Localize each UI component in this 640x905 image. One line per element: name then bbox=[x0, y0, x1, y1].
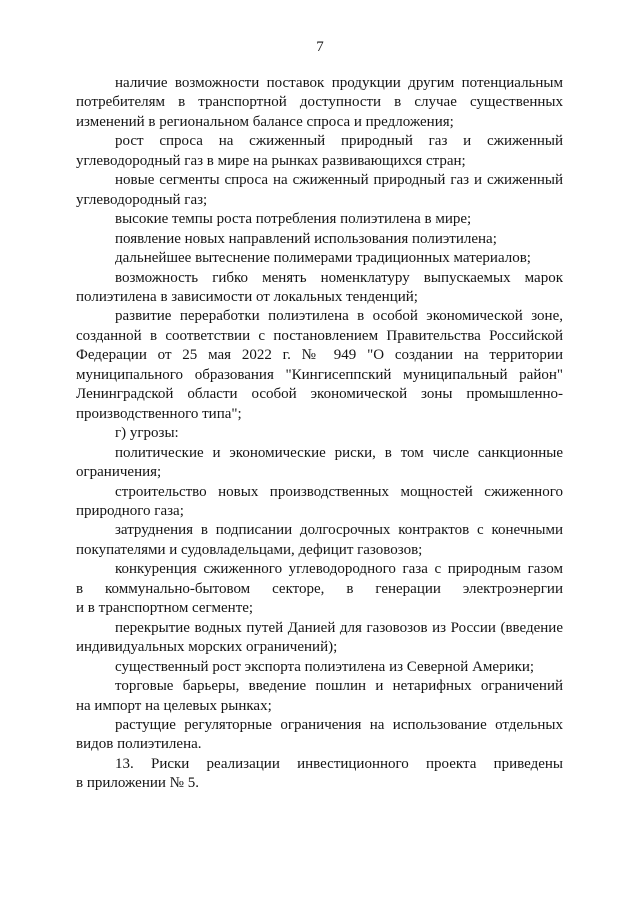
text-line: на импорт на целевых рынках; bbox=[76, 697, 272, 714]
text-line: Федерации от 25 мая 2022 г. № 949 "О создании на территории bbox=[76, 347, 563, 364]
text-line: г) угрозы: bbox=[115, 425, 179, 442]
text-line: рост спроса на сжиженный природный газ и сжиженный bbox=[115, 133, 563, 150]
document-body bbox=[76, 74, 563, 794]
text-line: видов полиэтилена. bbox=[76, 736, 202, 753]
opportunity-item bbox=[76, 74, 563, 132]
numbered-paragraph-13 bbox=[76, 755, 563, 794]
threat-item bbox=[76, 619, 563, 658]
opportunity-item bbox=[76, 307, 563, 424]
text-line: производственного типа"; bbox=[76, 405, 242, 422]
threats-heading bbox=[76, 424, 563, 443]
text-line: изменений в региональном балансе спроса и предложения; bbox=[76, 113, 454, 130]
threat-item bbox=[76, 716, 563, 755]
text-line: растущие регуляторные ограничения на использование отдельных bbox=[115, 716, 563, 733]
text-line: существенный рост экспорта полиэтилена из Северной Америки; bbox=[115, 658, 535, 675]
opportunity-item bbox=[76, 230, 563, 249]
text-line: в приложении № 5. bbox=[76, 775, 199, 792]
text-line: углеводородный газ; bbox=[76, 191, 208, 208]
opportunity-item bbox=[76, 269, 563, 308]
text-line: торговые барьеры, введение пошлин и нетарифных ограничений bbox=[115, 678, 563, 695]
text-line: потребителям в транспортной доступности в случае существенных bbox=[76, 94, 563, 111]
text-line: муниципального образования "Кингисеппский муниципальный район" bbox=[76, 366, 563, 383]
text-line: созданной в соответствии с постановлением Правительства Российской bbox=[76, 327, 563, 344]
text-line: политические и экономические риски, в том числе санкционные bbox=[115, 444, 563, 461]
opportunity-item bbox=[76, 210, 563, 229]
text-line: полиэтилена в зависимости от локальных тенденций; bbox=[76, 288, 418, 305]
text-line: возможность гибко менять номенклатуру выпускаемых марок bbox=[115, 269, 563, 286]
text-line: углеводородный газ в мире на рынках развивающихся стран; bbox=[76, 152, 466, 169]
text-line: наличие возможности поставок продукции другим потенциальным bbox=[115, 75, 563, 91]
text-line: развитие переработки полиэтилена в особой экономической зоне, bbox=[115, 308, 563, 325]
text-line: затруднения в подписании долгосрочных контрактов с конечными bbox=[115, 522, 563, 539]
text-line: высокие темпы роста потребления полиэтилена в мире; bbox=[115, 211, 472, 228]
text-line: и в транспортном сегменте; bbox=[76, 600, 254, 617]
threat-item bbox=[76, 483, 563, 522]
opportunity-item bbox=[76, 132, 563, 171]
text-line: ограничения; bbox=[76, 464, 162, 481]
text-line: дальнейшее вытеснение полимерами традиционных материалов; bbox=[115, 250, 531, 267]
threat-item bbox=[76, 658, 563, 677]
text-line: строительство новых производственных мощностей сжиженного bbox=[115, 483, 563, 500]
text-line: 13. Риски реализации инвестиционного проекта приведены bbox=[115, 755, 563, 772]
text-line: в коммунально-бытовом секторе, в генерации электроэнергии bbox=[76, 580, 563, 597]
threat-item bbox=[76, 521, 563, 560]
text-line: новые сегменты спроса на сжиженный природный газ и сжиженный bbox=[115, 172, 563, 189]
text-line: появление новых направлений использования полиэтилена; bbox=[115, 230, 497, 247]
text-line: конкуренция сжиженного углеводородного газа с природным газом bbox=[115, 561, 563, 578]
text-line: покупателями и судовладельцами, дефицит газовозов; bbox=[76, 541, 423, 558]
text-line: индивидуальных морских ограничений); bbox=[76, 639, 338, 656]
page-number: 7 bbox=[316, 39, 324, 55]
text-line: Ленинградской области особой экономической зоны промышленно- bbox=[76, 386, 563, 403]
threat-item bbox=[76, 677, 563, 716]
text-line: перекрытие водных путей Данией для газовозов из России (введение bbox=[115, 619, 563, 636]
text-line: природного газа; bbox=[76, 502, 184, 519]
threat-item bbox=[76, 444, 563, 483]
opportunity-item bbox=[76, 171, 563, 210]
threat-item bbox=[76, 560, 563, 618]
opportunity-item bbox=[76, 249, 563, 268]
